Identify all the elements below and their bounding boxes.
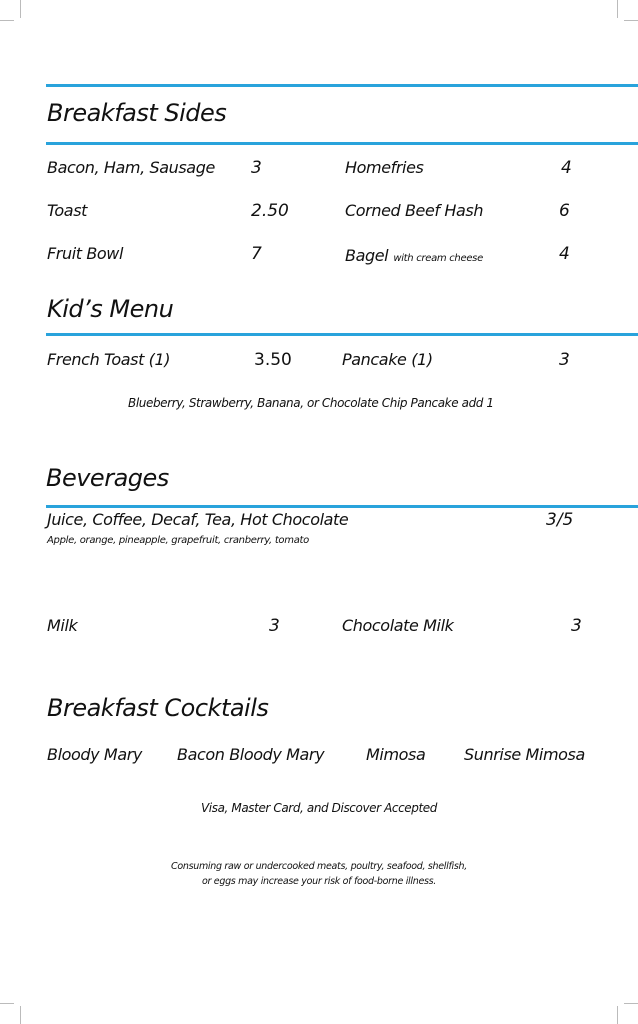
section-rule: [46, 505, 638, 508]
menu-item-name: Chocolate Milk: [342, 616, 454, 635]
menu-item-name: Toast: [47, 201, 88, 220]
juice-list: Apple, orange, pineapple, grapefruit, cranberry, tomato: [47, 535, 309, 546]
menu-item-name: Fruit Bowl: [47, 244, 124, 263]
crop-mark: [624, 1003, 638, 1004]
breakfast-sides-title: Breakfast Sides: [47, 99, 227, 127]
food-warning-line: Consuming raw or undercooked meats, poultry, seafood, shellfish,: [171, 861, 467, 872]
menu-item-name: Bagel: [345, 246, 389, 265]
cocktail-item: Sunrise Mimosa: [464, 745, 585, 764]
menu-item-price: 3: [571, 616, 582, 636]
crop-mark: [20, 1006, 21, 1024]
crop-mark: [0, 1003, 14, 1004]
menu-item-name: Corned Beef Hash: [345, 201, 484, 220]
menu-item-price: 3: [269, 616, 280, 636]
kids-addon-note: Blueberry, Strawberry, Banana, or Chocolate Chip Pancake add 1: [128, 396, 494, 410]
menu-item-name: Bacon, Ham, Sausage: [47, 158, 215, 177]
menu-item-name: Milk: [47, 616, 78, 635]
menu-item-price: 7: [251, 244, 262, 264]
menu-item-name: Juice, Coffee, Decaf, Tea, Hot Chocolate: [47, 510, 349, 529]
section-rule: [46, 142, 638, 145]
menu-item-price: 3: [559, 350, 570, 370]
cocktail-item: Bloody Mary: [47, 745, 142, 764]
section-rule: [46, 333, 638, 336]
menu-item-price: 3/5: [546, 510, 574, 530]
cocktails-title: Breakfast Cocktails: [47, 694, 269, 722]
crop-mark: [0, 20, 14, 21]
cocktail-item: Mimosa: [366, 745, 426, 764]
crop-mark: [624, 20, 638, 21]
menu-item-note: with cream cheese: [393, 253, 483, 264]
menu-item-name: Pancake (1): [342, 350, 433, 369]
menu-item-price: 6: [559, 201, 570, 221]
crop-mark: [617, 1006, 618, 1024]
menu-item-price: 3: [251, 158, 262, 178]
food-warning-line: or eggs may increase your risk of food-borne illness.: [201, 876, 437, 887]
section-rule: [46, 84, 638, 87]
crop-mark: [617, 0, 618, 18]
crop-mark: [20, 0, 21, 18]
menu-item-price: 3.50: [254, 350, 292, 370]
menu-item-bagel: [345, 246, 483, 265]
menu-item-name: Homefries: [345, 158, 424, 177]
payment-note: Visa, Master Card, and Discover Accepted: [201, 801, 437, 815]
menu-item-price: 4: [561, 158, 572, 178]
menu-item-name: French Toast (1): [47, 350, 171, 369]
menu-item-price: 2.50: [251, 201, 289, 221]
kids-menu-title: Kid’s Menu: [47, 295, 174, 323]
beverages-title: Beverages: [46, 464, 169, 492]
cocktail-item: Bacon Bloody Mary: [177, 745, 325, 764]
menu-item-price: 4: [559, 244, 570, 264]
